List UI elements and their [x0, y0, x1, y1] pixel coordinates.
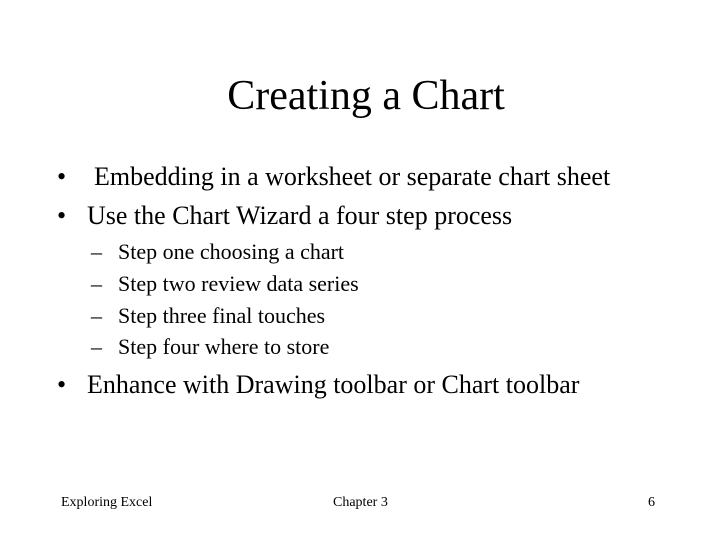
bullet-text: Use the Chart Wizard a four step process — [87, 201, 513, 230]
bullet-text: Embedding in a worksheet or separate chart sheet — [94, 162, 611, 191]
sub-bullet-marker: – — [91, 271, 102, 296]
sub-bullet-text: Step two review data series — [118, 271, 359, 296]
bullet-item — [57, 200, 512, 232]
bullet-item — [57, 161, 610, 193]
footer-course: Exploring Excel — [61, 495, 153, 510]
sub-bullet-text: Step three final touches — [118, 303, 326, 328]
footer-chapter: Chapter 3 — [333, 495, 388, 510]
bullet-marker: • — [57, 201, 67, 230]
sub-bullet-item — [91, 333, 329, 361]
sub-bullet-text: Step four where to store — [118, 334, 330, 359]
footer-page-number: 6 — [648, 495, 655, 510]
sub-bullet-marker: – — [91, 334, 102, 359]
bullet-marker: • — [57, 370, 67, 399]
bullet-item — [57, 369, 579, 401]
bullet-marker: • — [57, 162, 67, 191]
sub-bullet-text: Step one choosing a chart — [118, 239, 345, 264]
sub-bullet-marker: – — [91, 239, 102, 264]
sub-bullet-marker: – — [91, 303, 102, 328]
slide-title: Creating a Chart — [227, 73, 505, 119]
sub-bullet-item — [91, 302, 325, 330]
bullet-text: Enhance with Drawing toolbar or Chart toolbar — [87, 370, 580, 399]
sub-bullet-item — [91, 238, 344, 266]
sub-bullet-item — [91, 270, 359, 298]
